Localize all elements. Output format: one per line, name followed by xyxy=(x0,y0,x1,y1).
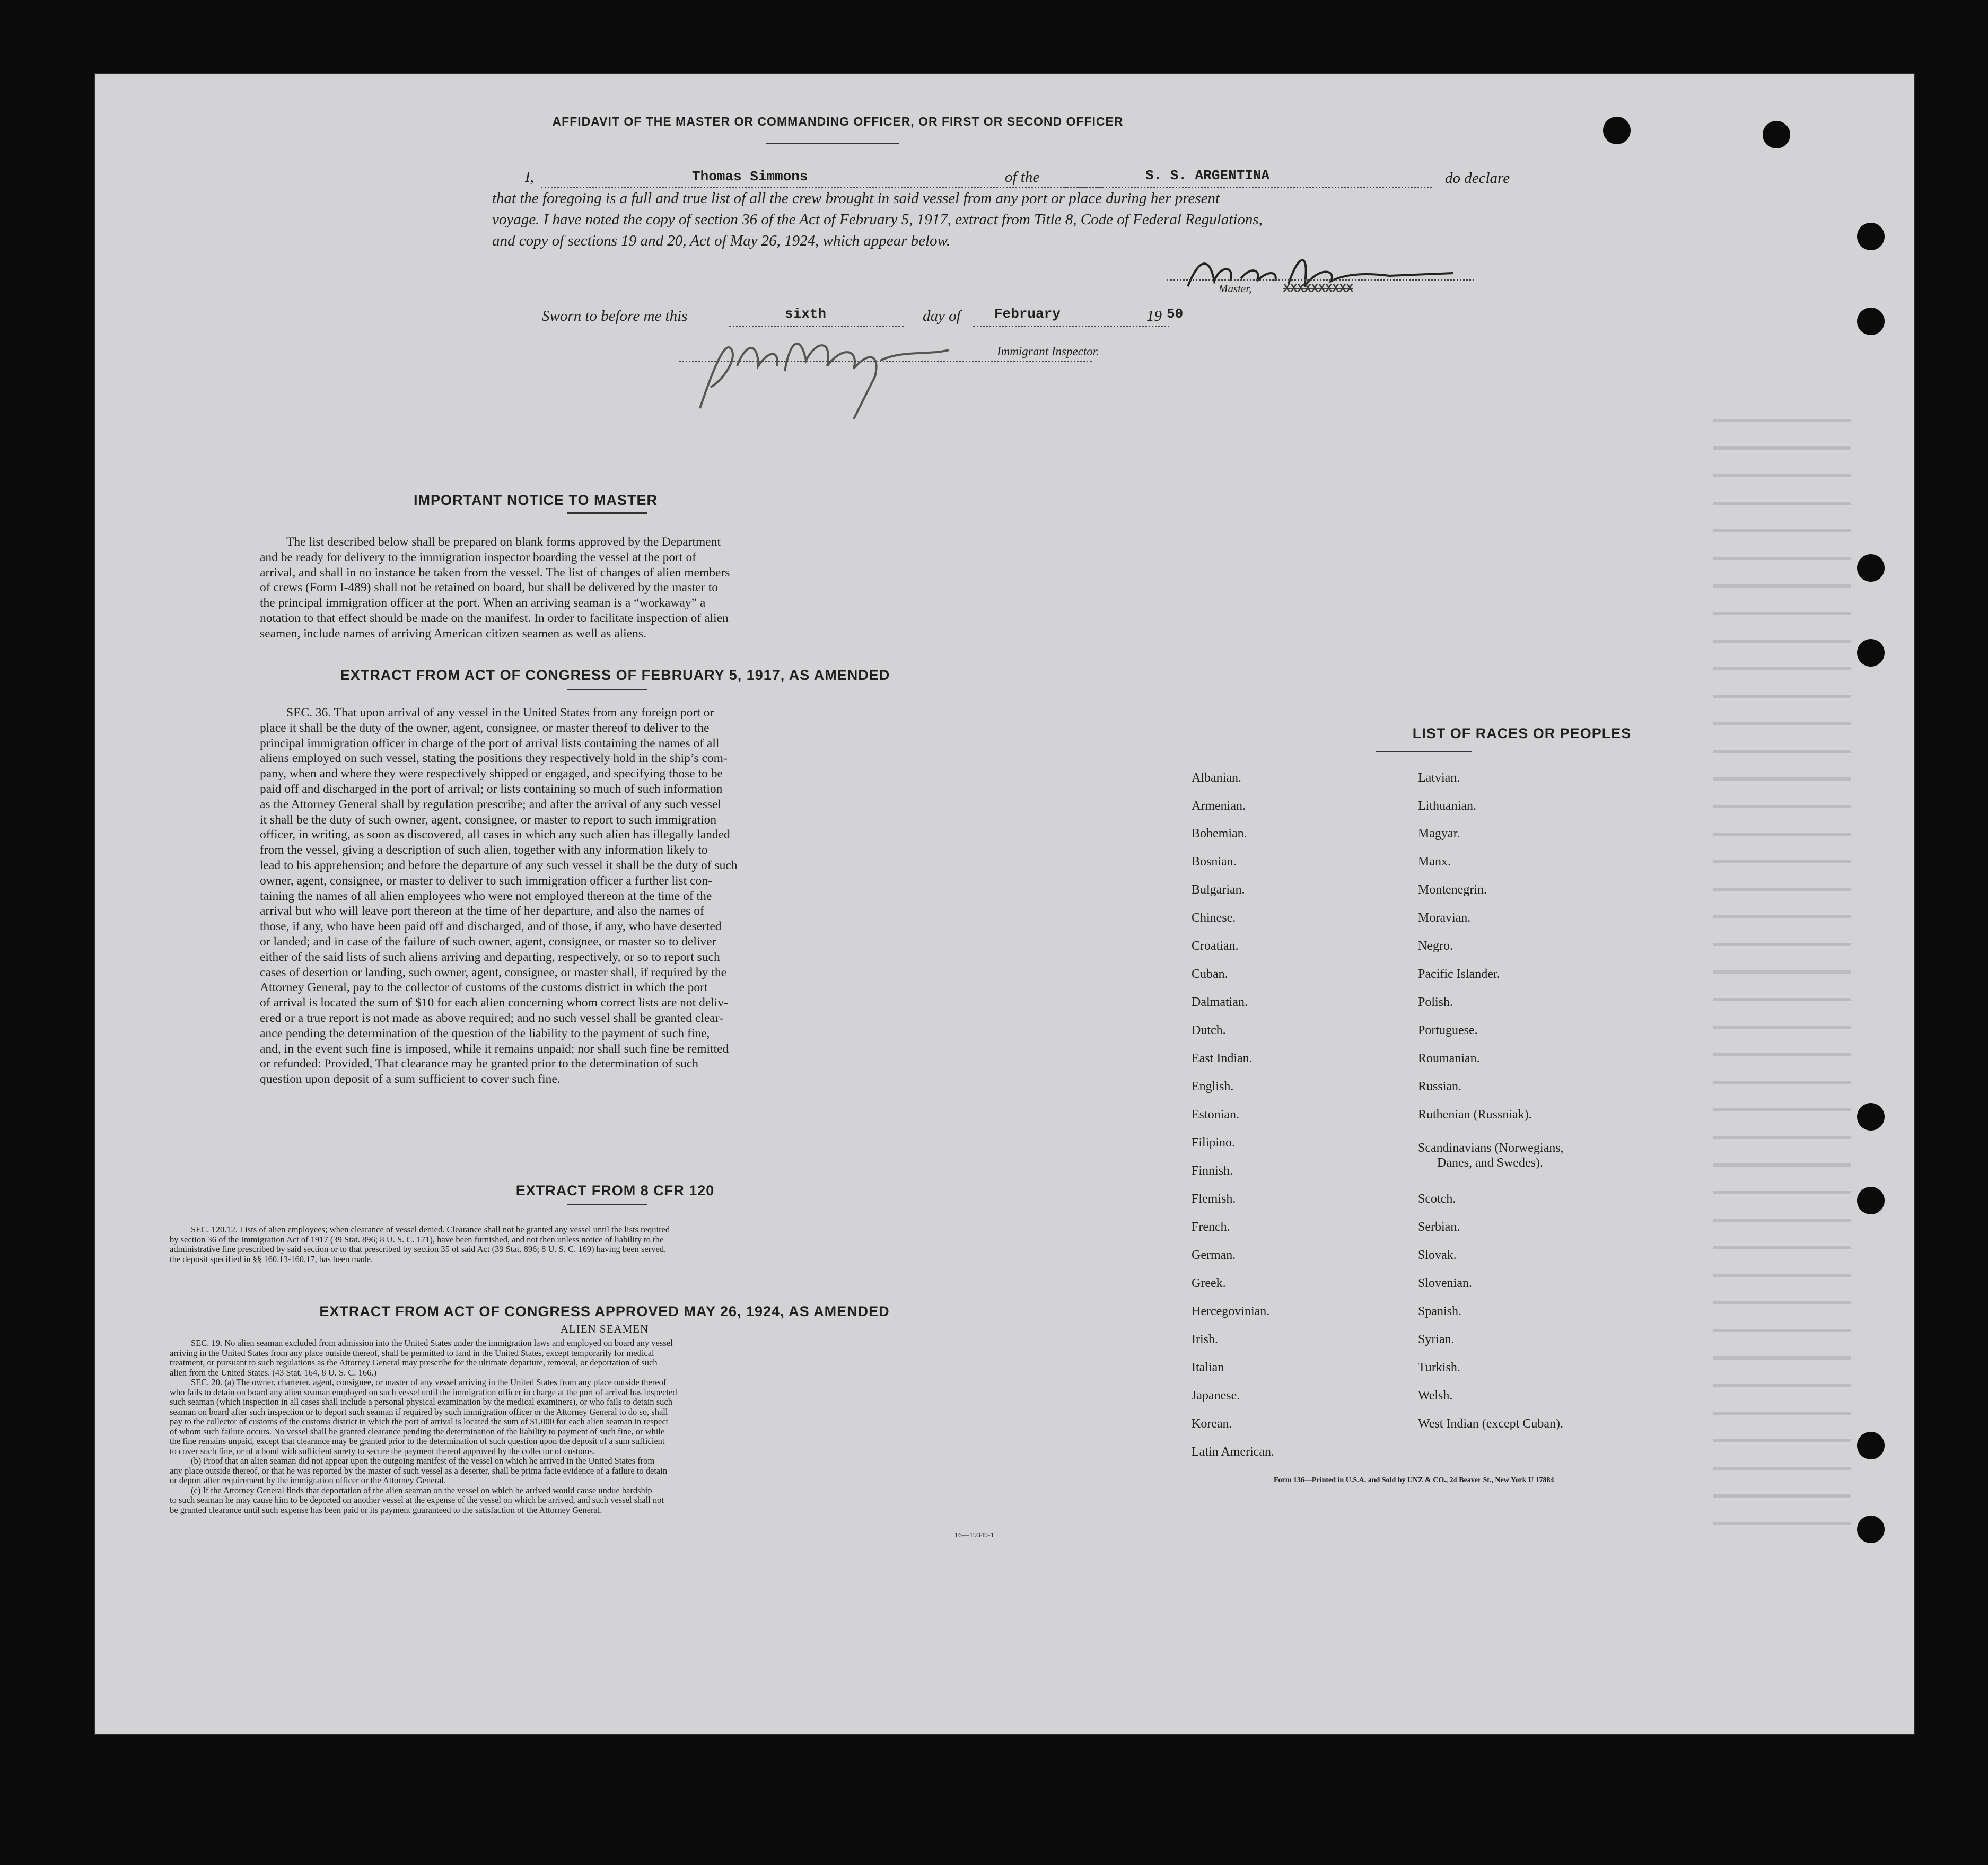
race-item: Welsh. xyxy=(1418,1389,1453,1403)
punch-hole xyxy=(1857,554,1885,582)
notice-rule xyxy=(567,512,647,514)
race-item: Lithuanian. xyxy=(1418,799,1476,813)
race-item: Chinese. xyxy=(1192,911,1236,925)
act-1924-line: who fails to detain on board any alien seaman employed on such vessel until the immigration officer in charge at the port of arrival has inspected xyxy=(170,1387,677,1397)
race-item: Spanish. xyxy=(1418,1304,1462,1318)
act-line: officer, in writing, as soon as discovered, all cases in which any such alien has illegally landed xyxy=(260,828,730,842)
struck-title: XXXXXXXXXX xyxy=(1283,282,1354,295)
act-line: pany, when and where they were respectively shipped or engaged, and specifying those to be xyxy=(260,767,723,781)
race-item: Slovenian. xyxy=(1418,1276,1472,1290)
act-1924-line: such seaman (which inspection in all cases shall include a personal physical examination by the medical examiners), or who fails to detain such xyxy=(170,1397,673,1407)
act-1924-line: treatment, or pursuant to such regulations as the Attorney General may prescribe for the ultimate departure, removal, or deportation of such xyxy=(170,1358,658,1368)
notice-line: of crews (Form I-489) shall not be retained on board, but shall be delivered by the master to xyxy=(260,581,719,595)
races-rule xyxy=(1376,751,1472,752)
race-item: Portuguese. xyxy=(1418,1023,1478,1037)
act-1924-line: arriving in the United States from any place outside thereof, shall be permitted to land in the United States, except temporarily for medical xyxy=(170,1347,654,1358)
race-item: Bulgarian. xyxy=(1192,883,1245,897)
master-name-field: Thomas Simmons xyxy=(692,169,808,185)
punch-hole xyxy=(1857,1103,1885,1131)
race-item: Italian xyxy=(1192,1361,1224,1374)
race-item: Russian. xyxy=(1418,1080,1462,1093)
cfr-line: administrative fine prescribed by said section or to that prescribed by section 35 of said Act (39 Stat. 896; 8 U. S. C. 169) having been served, xyxy=(170,1244,667,1254)
act-1917-text xyxy=(260,705,962,1087)
punch-hole xyxy=(1857,1516,1885,1543)
i-label: I, xyxy=(525,169,534,186)
act-line: owner, agent, consignee, or master to deliver to such immigration officer a further list con- xyxy=(260,873,712,888)
punch-hole xyxy=(1857,223,1885,250)
act-line: SEC. 36. That upon arrival of any vessel in the United States from any foreign port or xyxy=(286,706,714,720)
document-page xyxy=(95,74,1914,1734)
race-item: Finnish. xyxy=(1192,1164,1233,1178)
act-1924-line: alien from the United States. (43 Stat. 164, 8 U. S. C. 166.) xyxy=(170,1367,376,1378)
race-item: Greek. xyxy=(1192,1276,1226,1290)
of-the-label: of the xyxy=(1005,169,1040,186)
race-item: Slovak. xyxy=(1418,1248,1457,1262)
race-item: Roumanian. xyxy=(1418,1052,1480,1065)
act-line: Attorney General, pay to the collector of customs of the customs district in which the port xyxy=(260,980,708,995)
act-1924-text xyxy=(170,1338,1039,1515)
act-line: lead to his apprehension; and before the departure of any such vessel it shall be the duty of such xyxy=(260,858,738,872)
race-item: Turkish. xyxy=(1418,1361,1460,1374)
act-1924-title: EXTRACT FROM ACT OF CONGRESS APPROVED MAY 26, 1924, AS AMENDED xyxy=(319,1303,890,1319)
act-line: or landed; and in case of the failure of such owner, agent, consignee, or master so to deliver xyxy=(260,934,716,949)
do-declare-label: do declare xyxy=(1445,170,1510,187)
notice-line: seamen, include names of arriving American citizen seamen as well as aliens. xyxy=(260,626,646,641)
act-1924-line: or deport after requirement by the immigration officer or the Attorney General. xyxy=(170,1475,446,1485)
cfr-rule xyxy=(567,1204,647,1205)
race-item: Latvian. xyxy=(1418,771,1460,785)
declaration-line: and copy of sections 19 and 20, Act of May 26, 1924, which appear below. xyxy=(492,232,950,249)
race-item: Serbian. xyxy=(1418,1220,1460,1234)
declaration-line: that the foregoing is a full and true list of all the crew brought in said vessel from any port or place during her present xyxy=(492,190,1220,207)
race-item: Negro. xyxy=(1418,939,1453,953)
act-line: ance pending the determination of the question of the liability to the payment of such fine, xyxy=(260,1026,710,1040)
act-1924-line: seaman on board after such inspection or to deport such seaman if required by such immigration officer or the Attorney General to do so, shall xyxy=(170,1406,668,1417)
alien-seamen-subtitle: ALIEN SEAMEN xyxy=(560,1323,649,1335)
race-item: English. xyxy=(1192,1080,1234,1093)
vessel-name-field: S. S. ARGENTINA xyxy=(1145,168,1270,183)
punch-hole xyxy=(1857,1432,1885,1459)
act-1924-line: be granted clearance until such expense has been paid or its payment guaranteed to the satisfaction of the Attorney General. xyxy=(170,1504,602,1515)
act-1924-line: SEC. 19. No alien seaman excluded from admission into the United States under the immigration laws and employed on board any vessel xyxy=(191,1338,673,1348)
act-1917-rule xyxy=(567,689,647,690)
act-1924-line: pay to the collector of customs of the customs district in which the port of arrival is located the sum of $1,000 for each alien seaman in respect xyxy=(170,1416,669,1426)
notice-text xyxy=(260,535,962,642)
cfr-text xyxy=(170,1225,1039,1264)
race-item: Polish. xyxy=(1418,995,1453,1009)
act-1924-line: (b) Proof that an alien seaman did not appear upon the outgoing manifest of the vessel on which he arrived in the United States from xyxy=(191,1456,655,1466)
act-line: place it shall be the duty of the owner, agent, consignee, or master thereof to deliver to the xyxy=(260,721,710,735)
races-title: LIST OF RACES OR PEOPLES xyxy=(1412,725,1632,741)
race-item: Bohemian. xyxy=(1192,827,1247,840)
race-item: Syrian. xyxy=(1418,1333,1455,1346)
race-item: Irish. xyxy=(1192,1333,1218,1346)
race-item: Dalmatian. xyxy=(1192,995,1248,1009)
act-line: principal immigration officer in charge of the port of arrival lists containing the names of all xyxy=(260,736,720,750)
act-1924-line: to cover such fine, or of a bond with sufficient surety to secure the payment thereof approved by the collector of customs. xyxy=(170,1446,595,1456)
bleed-through-marks xyxy=(1713,419,1851,1533)
punch-hole xyxy=(1857,308,1885,335)
notice-line: notation to that effect should be made on the manifest. In order to facilitate inspection of alien xyxy=(260,611,729,625)
act-line: taining the names of all alien employees who were not employed thereon at the time of the xyxy=(260,889,712,903)
race-item: Dutch. xyxy=(1192,1023,1226,1037)
race-item: Hercegovinian. xyxy=(1192,1304,1270,1318)
race-item: Montenegrin. xyxy=(1418,883,1487,897)
year-field: 50 xyxy=(1167,306,1184,322)
race-item: Latin American. xyxy=(1192,1445,1274,1459)
form-code: 16—19349-1 xyxy=(954,1531,994,1539)
act-1924-line: (c) If the Attorney General finds that deportation of the alien seaman on the vessel on which he arrived would cause undue hardship xyxy=(191,1485,652,1495)
year-prefix: 19 xyxy=(1146,308,1162,325)
notice-line: and be ready for delivery to the immigration inspector boarding the vessel at the port of xyxy=(260,550,696,564)
race-item: East Indian. xyxy=(1192,1052,1253,1065)
act-1924-line: the fine remains unpaid, except that clearance may be granted prior to the determination of such question upon the deposit of a sum sufficient xyxy=(170,1436,665,1446)
race-item: Scandinavians (Norwegians, xyxy=(1418,1141,1564,1155)
act-line: cases of desertion or landing, such owner, agent, consignee, or master shall, if required by the xyxy=(260,965,727,979)
act-line: those, if any, who have been paid off and discharged, and of those, if any, who have deserted xyxy=(260,920,722,934)
notice-title: IMPORTANT NOTICE TO MASTER xyxy=(414,492,658,508)
act-line: arrival but who will leave port thereon at the time of her departure, and also the names of xyxy=(260,904,704,918)
cfr-line: by section 36 of the Immigration Act of 1917 (39 Stat. 896; 8 U. S. C. 171), have been furnished, and not then unless notice of liability to the xyxy=(170,1234,664,1245)
act-line: of arrival is located the sum of $10 for each alien concerning whom correct lists are not deliv- xyxy=(260,996,728,1010)
act-1917-title: EXTRACT FROM ACT OF CONGRESS OF FEBRUARY 5, 1917, AS AMENDED xyxy=(340,667,890,683)
cfr-line: the deposit specified in §§ 160.13-160.17, has been made. xyxy=(170,1254,373,1264)
race-item: Moravian. xyxy=(1418,911,1471,925)
sworn-day-field: sixth xyxy=(785,306,827,322)
race-item: Flemish. xyxy=(1192,1192,1236,1206)
race-item: Armenian. xyxy=(1192,799,1246,813)
cfr-line: SEC. 120.12. Lists of alien employees; when clearance of vessel denied. Clearance shall not be granted any vessel until the lists required xyxy=(191,1224,670,1234)
act-line: aliens employed on such vessel, stating the positions they respectively hold in the ship’s com- xyxy=(260,751,728,766)
declaration-line: voyage. I have noted the copy of section 36 of the Act of February 5, 1917, extract from Title 8, Code of Federal Regulations, xyxy=(492,211,1263,228)
act-line: as the Attorney General shall by regulation prescribe; and after the arrival of any such vessel xyxy=(260,797,721,811)
race-item: West Indian (except Cuban). xyxy=(1418,1417,1563,1431)
race-item: German. xyxy=(1192,1248,1236,1262)
sworn-month-field: February xyxy=(994,306,1061,322)
race-item: Croatian. xyxy=(1192,939,1239,953)
day-of-label: day of xyxy=(923,308,961,325)
race-item: Manx. xyxy=(1418,855,1451,869)
race-item: Ruthenian (Russniak). xyxy=(1418,1108,1532,1122)
title-rule xyxy=(766,143,899,144)
master-title-label: Master, xyxy=(1219,282,1252,295)
notice-line: arrival, and shall in no instance be taken from the vessel. The list of changes of alien members xyxy=(260,565,730,580)
race-item: Danes, and Swedes). xyxy=(1437,1156,1543,1170)
race-item: Pacific Islander. xyxy=(1418,967,1500,981)
race-item: Filipino. xyxy=(1192,1136,1236,1150)
punch-hole xyxy=(1603,117,1631,144)
race-item: Japanese. xyxy=(1192,1389,1240,1403)
act-1924-line: SEC. 20. (a) The owner, charterer, agent, consignee, or master of any vessel arriving in the United States from any place outside thereof xyxy=(191,1377,667,1387)
act-line: paid off and discharged in the port of arrival; or lists containing so much of such information xyxy=(260,782,723,796)
affidavit-title: AFFIDAVIT OF THE MASTER OR COMMANDING OFFICER, OR FIRST OR SECOND OFFICER xyxy=(552,115,1124,128)
act-line: from the vessel, giving a description of such alien, together with any information likely to xyxy=(260,843,708,857)
cfr-title: EXTRACT FROM 8 CFR 120 xyxy=(515,1183,715,1198)
printer-imprint: Form 136—Printed in U.S.A. and Sold by UNZ & CO., 24 Beaver St., New York U 17884 xyxy=(1274,1476,1554,1484)
act-line: and, in the event such fine is imposed, while it remains unpaid; nor shall such fine be remitted xyxy=(260,1041,729,1056)
notice-line: The list described below shall be prepared on blank forms approved by the Department xyxy=(286,535,721,549)
race-item: Bosnian. xyxy=(1192,855,1237,869)
notice-line: the principal immigration officer at the port. When an arriving seaman is a “workaway” a xyxy=(260,596,706,610)
act-line: or refunded: Provided, That clearance may be granted prior to the determination of such xyxy=(260,1057,698,1071)
act-1924-line: to such seaman he may cause him to be deported on another vessel at the expense of the vessel on which he arrived, and such vessel shall not xyxy=(170,1495,664,1505)
act-line: ered or a true report is not made as above required; and no such vessel shall be granted clear- xyxy=(260,1011,723,1025)
act-line: question upon deposit of a sum sufficient to cover such fine. xyxy=(260,1072,561,1087)
act-line: either of the said lists of such aliens arriving and departing, respectively, or so to report such xyxy=(260,950,720,964)
race-item: Scotch. xyxy=(1418,1192,1456,1206)
race-item: Cuban. xyxy=(1192,967,1228,981)
inspector-label: Immigrant Inspector. xyxy=(997,345,1099,358)
race-item: French. xyxy=(1192,1220,1230,1234)
race-item: Albanian. xyxy=(1192,771,1241,785)
punch-hole xyxy=(1763,121,1790,148)
punch-hole xyxy=(1857,639,1885,667)
master-signature-line xyxy=(1167,274,1474,281)
race-item: Magyar. xyxy=(1418,827,1460,840)
act-1924-line: of whom such failure occurs. No vessel shall be granted clearance pending the determination of the liability to payment of such fine, or while xyxy=(170,1426,665,1437)
sworn-label: Sworn to before me this xyxy=(542,308,688,325)
act-1924-line: any place outside thereof, or that he was reported by the master of such vessel as a deserter, shall be prima facie evidence of a failure to detain xyxy=(170,1465,668,1476)
race-item: Korean. xyxy=(1192,1417,1232,1431)
inspector-signature xyxy=(679,318,1061,424)
punch-hole xyxy=(1857,1187,1885,1214)
race-item: Estonian. xyxy=(1192,1108,1239,1122)
act-line: it shall be the duty of such owner, agent, consignee, or master to report to such immigration xyxy=(260,812,717,827)
